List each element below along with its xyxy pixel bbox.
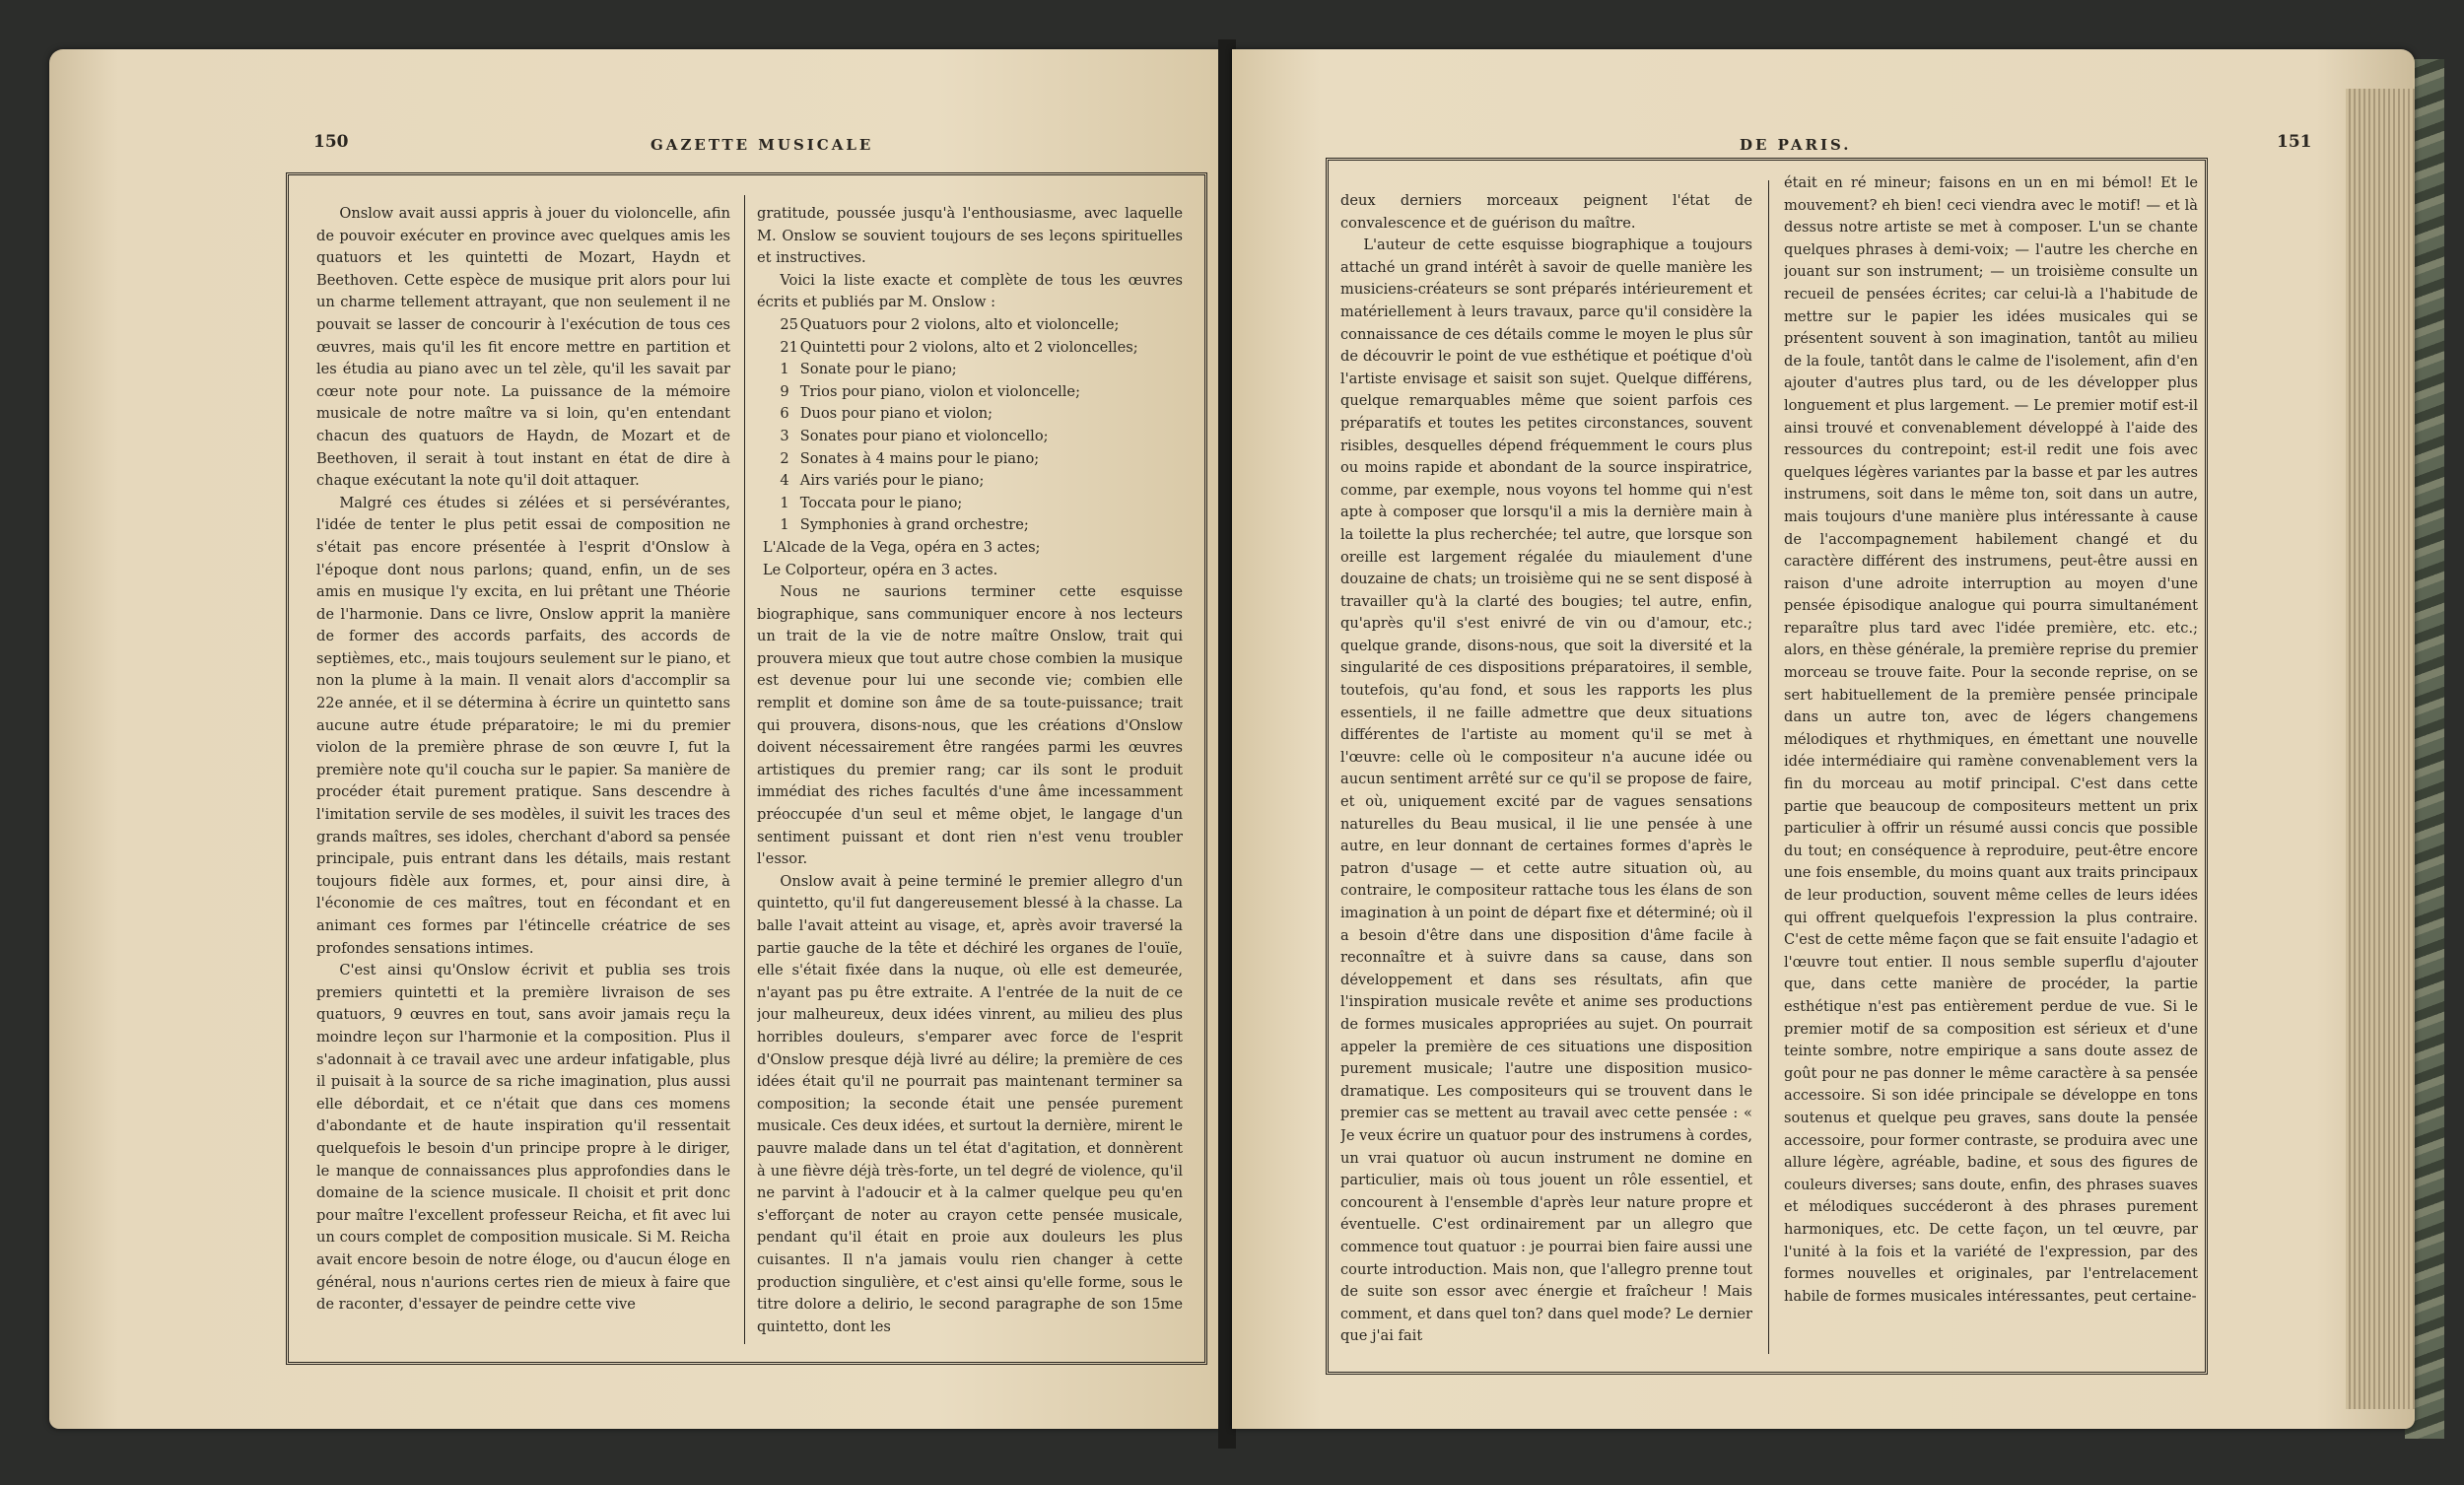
paragraph: Voici la liste exacte et complète de tous les œuvres écrits et publiés par M. Onslow : [757, 271, 1183, 311]
paragraph: était en ré mineur; faisons en un en mi bémol! Et le mouvement? eh bien! ceci viendra avec le motif! — et là dessus notre artiste se met à composer. L'un se chante quelques phrases à demi-voix; — l'autre les cherche en jouant sur son instrument; — un troisième consulte un recueil de pensées écrites; car celui-là a l'habitude de mettre sur le papier les idées musicales qui se présentent souvent à son imagination, tantôt au milieu de la foule, tantôt dans le calme de l'isolement, afin d'en ajouter d'autres plus tard, ou de les développer plus longuement et plus largement. — Le premier motif est-il ainsi trouvé et convenablement développé à l'aide des ressources du contrepoint; est-il redit une fois avec quelques légères variantes par la basse et par les autres instrumens, soit dans le même ton, soit dans un autre, mais toujours d'une manière plus intéressante à cause de l'accompagnement habilement changé et du caractère différent des instrumens, peut-être aussi en raison d'une adroite interruption au moyen d'une pensée épisodique analogue qui pourra simultanément reparaître plus tard avec l'idée première, etc. etc.; alors, en thèse générale, la première reprise du premier morceau se trouve faite. Pour la seconde reprise, on se sert habituellement de la première pensée principale dans un autre ton, avec de légers changemens mélodiques et rhythmiques, en émettant une nouvelle idée intermédiaire qui ramène convenablement vers la fin du morceau au motif principal. C'est dans cette partie que beaucoup de compositeurs mettent un prix particulier à offrir un résumé aussi concis que possible du tout; en conséquence à reproduire, peut-être encore une fois ensemble, du moins quant aux traits principaux de leur production, souvent même celles de leurs idées qui offrent quelquefois l'expression la plus contraire. C'est de cette même façon que se fait ensuite l'adagio et l'œuvre tout entier. Il nous semble superflu d'ajouter que, dans cette manière de procéder, la partie esthétique n'est pas entièrement perdue de vue. Si le premier motif de sa composition est sérieux et d'une teinte sombre, notre empirique a sans doute assez de goût pour ne pas donner le même caractère à sa pensée accessoire. Si son idée principale se développe en tons soutenus et quelque peu graves, sans doute la pensée accessoire, pour former contraste, se produira avec une allure légère, agréable, badine, et sous des figures de couleurs diverses; sans doute, enfin, des phrases suaves et mélodiques succéderont à des phrases purement harmoniques, etc. De cette façon, un tel œuvre, par l'unité à la fois et la variété de l'expression, par des formes nouvelles et originales, par l'entrelacement habile de formes musicales intéressantes, peut certaine- [1784, 174, 2198, 1305]
list-item: 6 Duos pour piano et violon; [780, 405, 993, 423]
column-divider [1768, 180, 1769, 1354]
list-item: 21 Quintetti pour 2 violons, alto et 2 violoncelles; [780, 338, 1138, 356]
open-book [49, 39, 2415, 1449]
list-item: 25 Quatuors pour 2 violons, alto et violoncelle; [780, 315, 1120, 333]
left-page [49, 49, 1222, 1429]
opera-title: Le Colporteur, opéra en 3 actes. [762, 561, 998, 578]
left-text-frame [286, 172, 1207, 1365]
paragraph: Nous ne saurions terminer cette esquisse biographique, sans communiquer encore à nos lecteurs un trait de la vie de notre maître Onslow, trait qui prouvera mieux que tout autre chose combien la musique est devenue pour lui une seconde vie; combien elle remplit et domine son âme de sa toute-puissance; trait qui prouvera, disons-nous, que les créations d'Onslow doivent nécessairement être rangées parmi les œuvres artistiques du premier rang; car ils sont le produit immédiat des riches facultés d'une âme incessamment préoccupée d'un seul et même objet, le langage d'un sentiment puissant et dont rien n'est venu troubler l'essor. [757, 583, 1183, 868]
right-page-edges [2346, 89, 2415, 1409]
works-list [757, 314, 1183, 537]
right-column-2 [1784, 172, 2198, 1352]
paragraph: Onslow avait à peine terminé le premier allegro d'un quintetto, qu'il fut dangereusement blessé à la chasse. La balle l'avait atteint au visage, et, après avoir traversé la partie gauche de la tête et déchiré les organes de l'ouïe, elle s'était fixée dans la nuque, où elle est demeurée, n'ayant pas pu être extraite. A l'entrée de la nuit de ce jour malheureux, deux idées vinrent, au milieu des plus horribles douleurs, s'emparer avec force de l'esprit d'Onslow presque déjà livré au délire; la première de ces idées était qu'il ne pourrait pas maintenant terminer sa composition; la seconde était une pensée purement musicale. Ces deux idées, et surtout la dernière, mirent le pauvre malade dans un tel état d'agitation, et donnèrent à une fièvre déjà très-forte, un tel degré de violence, qu'il ne parvint à l'adoucir et à la calmer quelque peu qu'en s'efforçant de noter au crayon cette pensée musicale, pendant qu'il était en proie aux douleurs les plus cuisantes. Il n'a jamais voulu rien changer à cette production singulière, et c'est ainsi qu'elle forme, sous le titre dolore a delirio, le second paragraphe de son 15me quintetto, dont les [757, 872, 1183, 1335]
list-item: 4 Airs variés pour le piano; [780, 472, 985, 490]
list-item: 1 Sonate pour le piano; [780, 361, 957, 378]
right-page [1232, 49, 2415, 1429]
list-item: 3 Sonates pour piano et violoncello; [780, 427, 1049, 444]
list-item: 1 Toccata pour le piano; [780, 494, 963, 511]
paragraph: L'auteur de cette esquisse biographique a toujours attaché un grand intérêt à savoir de quelle manière les musiciens-créateurs se sont préparés intérieurement et matériellement à leurs travaux, parce qu'il considère la connaissance de ces détails comme le moyen le plus sûr de découvrir le point de vue esthétique et poétique d'où l'artiste envisage et saisit son sujet. Quelque différens, quelque remarquables même que soient parfois ces préparatifs et toutes les petites circonstances, souvent risibles, desquelles dépend fréquemment le cours plus ou moins rapide et abondant de la source inspiratrice, comme, par exemple, nous voyons tel homme qui n'est apte à composer que lorsqu'il a mis la dernière main à la toilette la plus recherchée; tel autre, que lorsque son oreille est largement régalée du miaulement d'une douzaine de chats; un troisième qui ne se sent disposé à travailler qu'à la clarté des bougies; tel autre, enfin, qu'après qu'il s'est enivré de vin ou d'amour, etc.; quelque grande, disons-nous, que soit la diversité et la singularité de ces dispositions préparatoires, il semble, toutefois, qu'au fond, et sous les rapports les plus essentiels, il ne faille admettre que deux situations différentes de l'artiste au moment qu'il se met à l'œuvre: celle où le compositeur n'a aucune idée ou aucun sentiment arrêté sur ce qu'il se propose de faire, et où, uniquement excité par de vagues sensations naturelles du Beau musical, il lie une pensée à une autre, en leur donnant de certaines formes d'après le patron d'usage — et cette autre situation où, au contraire, le compositeur rattache tous les élans de son imagination à un point de départ fixe et déterminé; où il a besoin d'être dans une disposition d'âme facile à reconnaître et à suivre dans sa cause, dans son développement et dans ses résultats, afin que l'inspiration musicale revête et anime ses productions de formes musicales appropriées au sujet. On pourrait appeler la première de ces situations une disposition purement musicale; l'autre une disposition musico-dramatique. Les compositeurs qui se trouvent dans le premier cas se mettent au travail avec cette pensée : « Je veux écrire un quatuor pour des instrumens à cordes, un vrai quatuor où aucun instrument ne domine en particulier, mais où tous jouent un rôle essentiel, et concourent à l'ensemble d'après leur nature propre et éventuelle. C'est ordinairement par un allegro que commence tout quatuor : je pourrai bien faire aussi une courte introduction. Mais non, que l'allegro prenne tout de suite son essor avec énergie et fraîcheur ! Mais comment, et dans quel ton? dans quel mode? Le dernier que j'ai fait [1340, 236, 1752, 1345]
paragraph: C'est ainsi qu'Onslow écrivit et publia ses trois premiers quintetti et la première livraison de ses quatuors, 9 œuvres en tout, sans avoir jamais reçu la moindre leçon sur l'harmonie et la composition. Plus il s'adonnait à ce travail avec une ardeur infatigable, plus il puisait à la source de sa riche imagination, plus aussi elle débordait, et ce n'était que dans ces momens d'abondante et de haute inspiration qu'il ressentait quelquefois le besoin d'un principe propre à le diriger, le manque de connaissances plus approfondies dans le domaine de la science musicale. Il choisit et prit donc pour maître l'excellent professeur Reicha, et fit avec lui un cours complet de composition musicale. Si M. Reicha avait encore besoin de notre éloge, ou d'aucun éloge en général, nous n'aurions certes rien de mieux à faire que de raconter, d'essayer de peindre cette vive [316, 962, 730, 1314]
left-page-number: 150 [313, 132, 349, 152]
paragraph: Onslow avait aussi appris à jouer du violoncelle, afin de pouvoir exécuter en province avec quelques amis les quatuors et les quintetti de Mozart, Haydn et Beethoven. Cette espèce de musique prit alors pour lui un charme tellement attrayant, que non seulement il ne pouvait se lasser de concourir à l'exécution de tous ces œuvres, mais qu'il les fit encore mettre en partition et les étudia au piano avec un tel zèle, qu'il les savait par cœur note pour note. La puissance de la mémoire musicale de notre maître va si loin, qu'en entendant chacun des quatuors de Haydn, de Mozart et de Beethoven, il serait à tout instant en état de dire à chaque exécutant la note qu'il doit attaquer. [316, 205, 730, 490]
right-column-1 [1340, 190, 1752, 1352]
right-running-head: DE PARIS. [1740, 136, 1852, 154]
list-item: 1 Symphonies à grand orchestre; [780, 516, 1029, 534]
paragraph: Malgré ces études si zélées et si persévérantes, l'idée de tenter le plus petit essai de composition ne s'était pas encore présentée à l'esprit d'Onslow à l'époque dont nous parlons; quand, enfin, un de ses amis en musique l'y excita, en lui prêtant une Théorie de l'harmonie. Dans ce livre, Onslow apprit la manière de former des accords parfaits, des accords de septièmes, etc., mais toujours seulement sur le piano, et non la plume à la main. Il venait alors d'accomplir sa 22e année, et il se détermina à écrire un quintetto sans aucune autre étude préparatoire; le mi du premier violon de la première phrase de son œuvre I, fut la première note qu'il coucha sur le papier. Sa manière de procéder était purement pratique. Sans descendre à l'imitation servile de ses modèles, il suivit les traces des grands maîtres, ses idoles, cherchant d'abord sa pensée principale, puis entrant dans les détails, mais restant toujours fidèle aux formes, et, pour ainsi dire, à l'économie de ces maîtres, tout en fécondant et en animant ces formes par l'étincelle créatrice de ses profondes sensations intimes. [316, 494, 730, 957]
right-text-frame [1326, 158, 2208, 1375]
left-running-head: GAZETTE MUSICALE [650, 136, 874, 154]
left-column-2 [757, 203, 1183, 1342]
list-item: 2 Sonates à 4 mains pour le piano; [780, 449, 1040, 467]
opera-title: L'Alcade de la Vega, opéra en 3 actes; [762, 538, 1041, 556]
list-item: 9 Trios pour piano, violon et violoncelle; [780, 382, 1080, 400]
right-page-number: 151 [2277, 132, 2312, 152]
paragraph: deux derniers morceaux peignent l'état de convalescence et de guérison du maître. [1340, 192, 1752, 232]
column-divider [744, 195, 745, 1344]
paragraph: gratitude, poussée jusqu'à l'enthousiasme, avec laquelle M. Onslow se souvient toujours de ses leçons spirituelles et instructives. [757, 205, 1183, 267]
left-column-1 [316, 203, 730, 1342]
